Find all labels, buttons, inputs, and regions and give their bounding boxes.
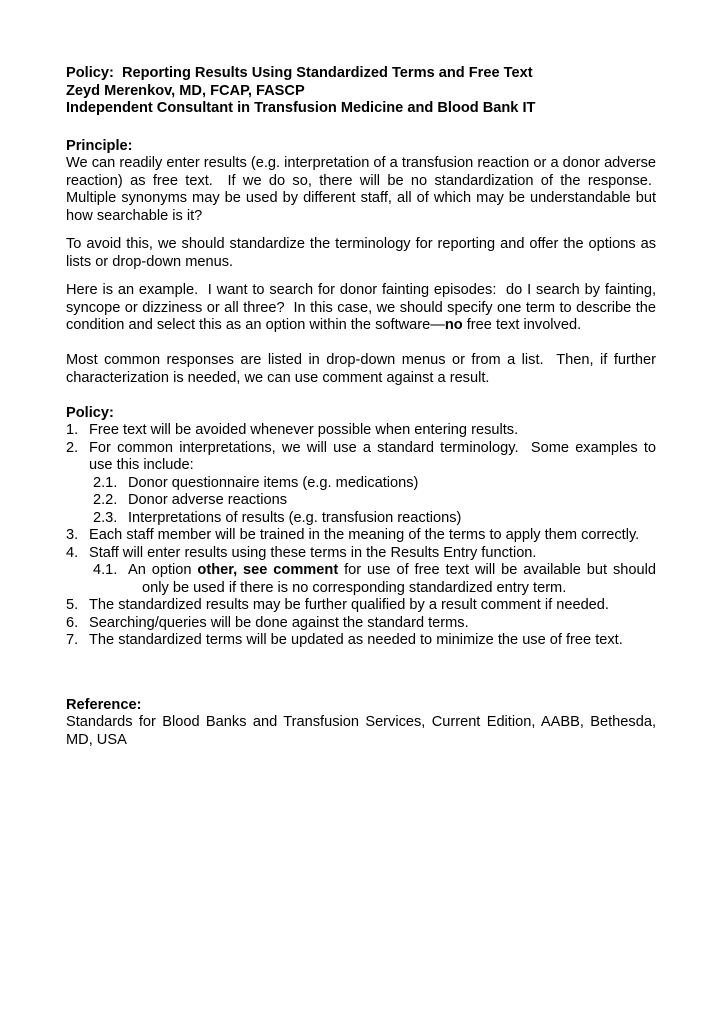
principle-paragraph-4: Most common responses are listed in drop-down menus or from a list. Then, if further characterization is needed, we can use comment against a result. bbox=[66, 352, 656, 386]
policy-item-2-1 bbox=[66, 475, 656, 493]
list-item-text: Each staff member will be trained in the meaning of the terms to apply them correctly. bbox=[89, 527, 640, 543]
principle-heading: Principle: bbox=[66, 137, 133, 154]
list-marker: 6. bbox=[66, 614, 79, 631]
policy-item-4 bbox=[66, 545, 656, 563]
list-item-text: Donor questionnaire items (e.g. medications) bbox=[128, 474, 419, 491]
reference-section bbox=[66, 697, 656, 750]
principle-paragraph-2: To avoid this, we should standardize the terminology for reporting and offer the options as lists or drop-down menus. bbox=[66, 236, 656, 270]
list-item-text: For common interpretations, we will use a standard terminology. Some examples to use this include: bbox=[89, 439, 656, 473]
list-item-text bbox=[128, 562, 656, 597]
reference-heading: Reference: bbox=[66, 696, 142, 713]
list-item-text: Searching/queries will be done against the standard terms. bbox=[89, 614, 469, 631]
document-author-role: Independent Consultant in Transfusion Medicine and Blood Bank IT bbox=[66, 100, 536, 116]
paragraph-text-run: Here is an example. I want to search for donor fainting episodes: do I search by fainting, syncope or dizziness or all three? In this case, we should specify one term to describe the condition and select this as an option within the software— bbox=[66, 282, 656, 333]
policy-item-5 bbox=[66, 597, 656, 615]
policy-item-6 bbox=[66, 615, 656, 633]
document-title: Policy: Reporting Results Using Standardized Terms and Free Text bbox=[66, 65, 533, 81]
policy-heading: Policy: bbox=[66, 404, 114, 421]
principle-section bbox=[66, 138, 656, 388]
paragraph-text-run: free text involved. bbox=[462, 317, 582, 333]
policy-item-2-2 bbox=[66, 492, 656, 510]
policy-item-2 bbox=[66, 440, 656, 475]
document-header bbox=[66, 65, 656, 118]
list-item-text: Interpretations of results (e.g. transfusion reactions) bbox=[128, 509, 462, 526]
list-marker: 4.1. bbox=[93, 562, 118, 578]
list-marker: 4. bbox=[66, 544, 79, 561]
policy-section bbox=[66, 405, 656, 650]
policy-item-7 bbox=[66, 632, 656, 650]
policy-item-4-1 bbox=[66, 562, 656, 597]
list-marker: 2.3. bbox=[93, 509, 118, 526]
policy-item-2-3 bbox=[66, 510, 656, 528]
list-item-text: Free text will be avoided whenever possible when entering results. bbox=[89, 422, 519, 438]
bold-emphasis: other, see comment bbox=[197, 562, 339, 578]
list-marker: 2.1. bbox=[93, 474, 118, 491]
reference-citation: Standards for Blood Banks and Transfusion Services, Current Edition, AABB, Bethesda, MD, USA bbox=[66, 714, 656, 748]
list-marker: 3. bbox=[66, 527, 79, 543]
list-item-text: The standardized results may be further qualified by a result comment if needed. bbox=[89, 597, 609, 613]
list-marker: 2. bbox=[66, 439, 79, 456]
bold-emphasis: no bbox=[444, 317, 463, 333]
list-item-text: Staff will enter results using these terms in the Results Entry function. bbox=[89, 544, 537, 561]
principle-paragraph-1: We can readily enter results (e.g. interpretation of a transfusion reaction or a donor adverse reaction) as free text. If we do so, there will be no standardization of the response. Multiple synonyms may be used by different staff, all of which may be understandable but how searchable is it? bbox=[66, 155, 656, 224]
list-item-text: Donor adverse reactions bbox=[128, 492, 287, 508]
paragraph-text-run: for use of free text will be available but should only be used if there is no corresponding standardized entry term. bbox=[142, 562, 656, 596]
document-author: Zeyd Merenkov, MD, FCAP, FASCP bbox=[66, 82, 305, 99]
list-item-text: The standardized terms will be updated as needed to minimize the use of free text. bbox=[89, 632, 623, 648]
policy-item-1 bbox=[66, 422, 656, 440]
list-marker: 7. bbox=[66, 632, 79, 648]
paragraph-text-run: An option bbox=[128, 562, 198, 578]
list-marker: 2.2. bbox=[93, 492, 118, 508]
list-marker: 5. bbox=[66, 597, 79, 613]
list-marker: 1. bbox=[66, 422, 79, 438]
principle-paragraph-3 bbox=[66, 282, 656, 335]
policy-item-3 bbox=[66, 527, 656, 545]
